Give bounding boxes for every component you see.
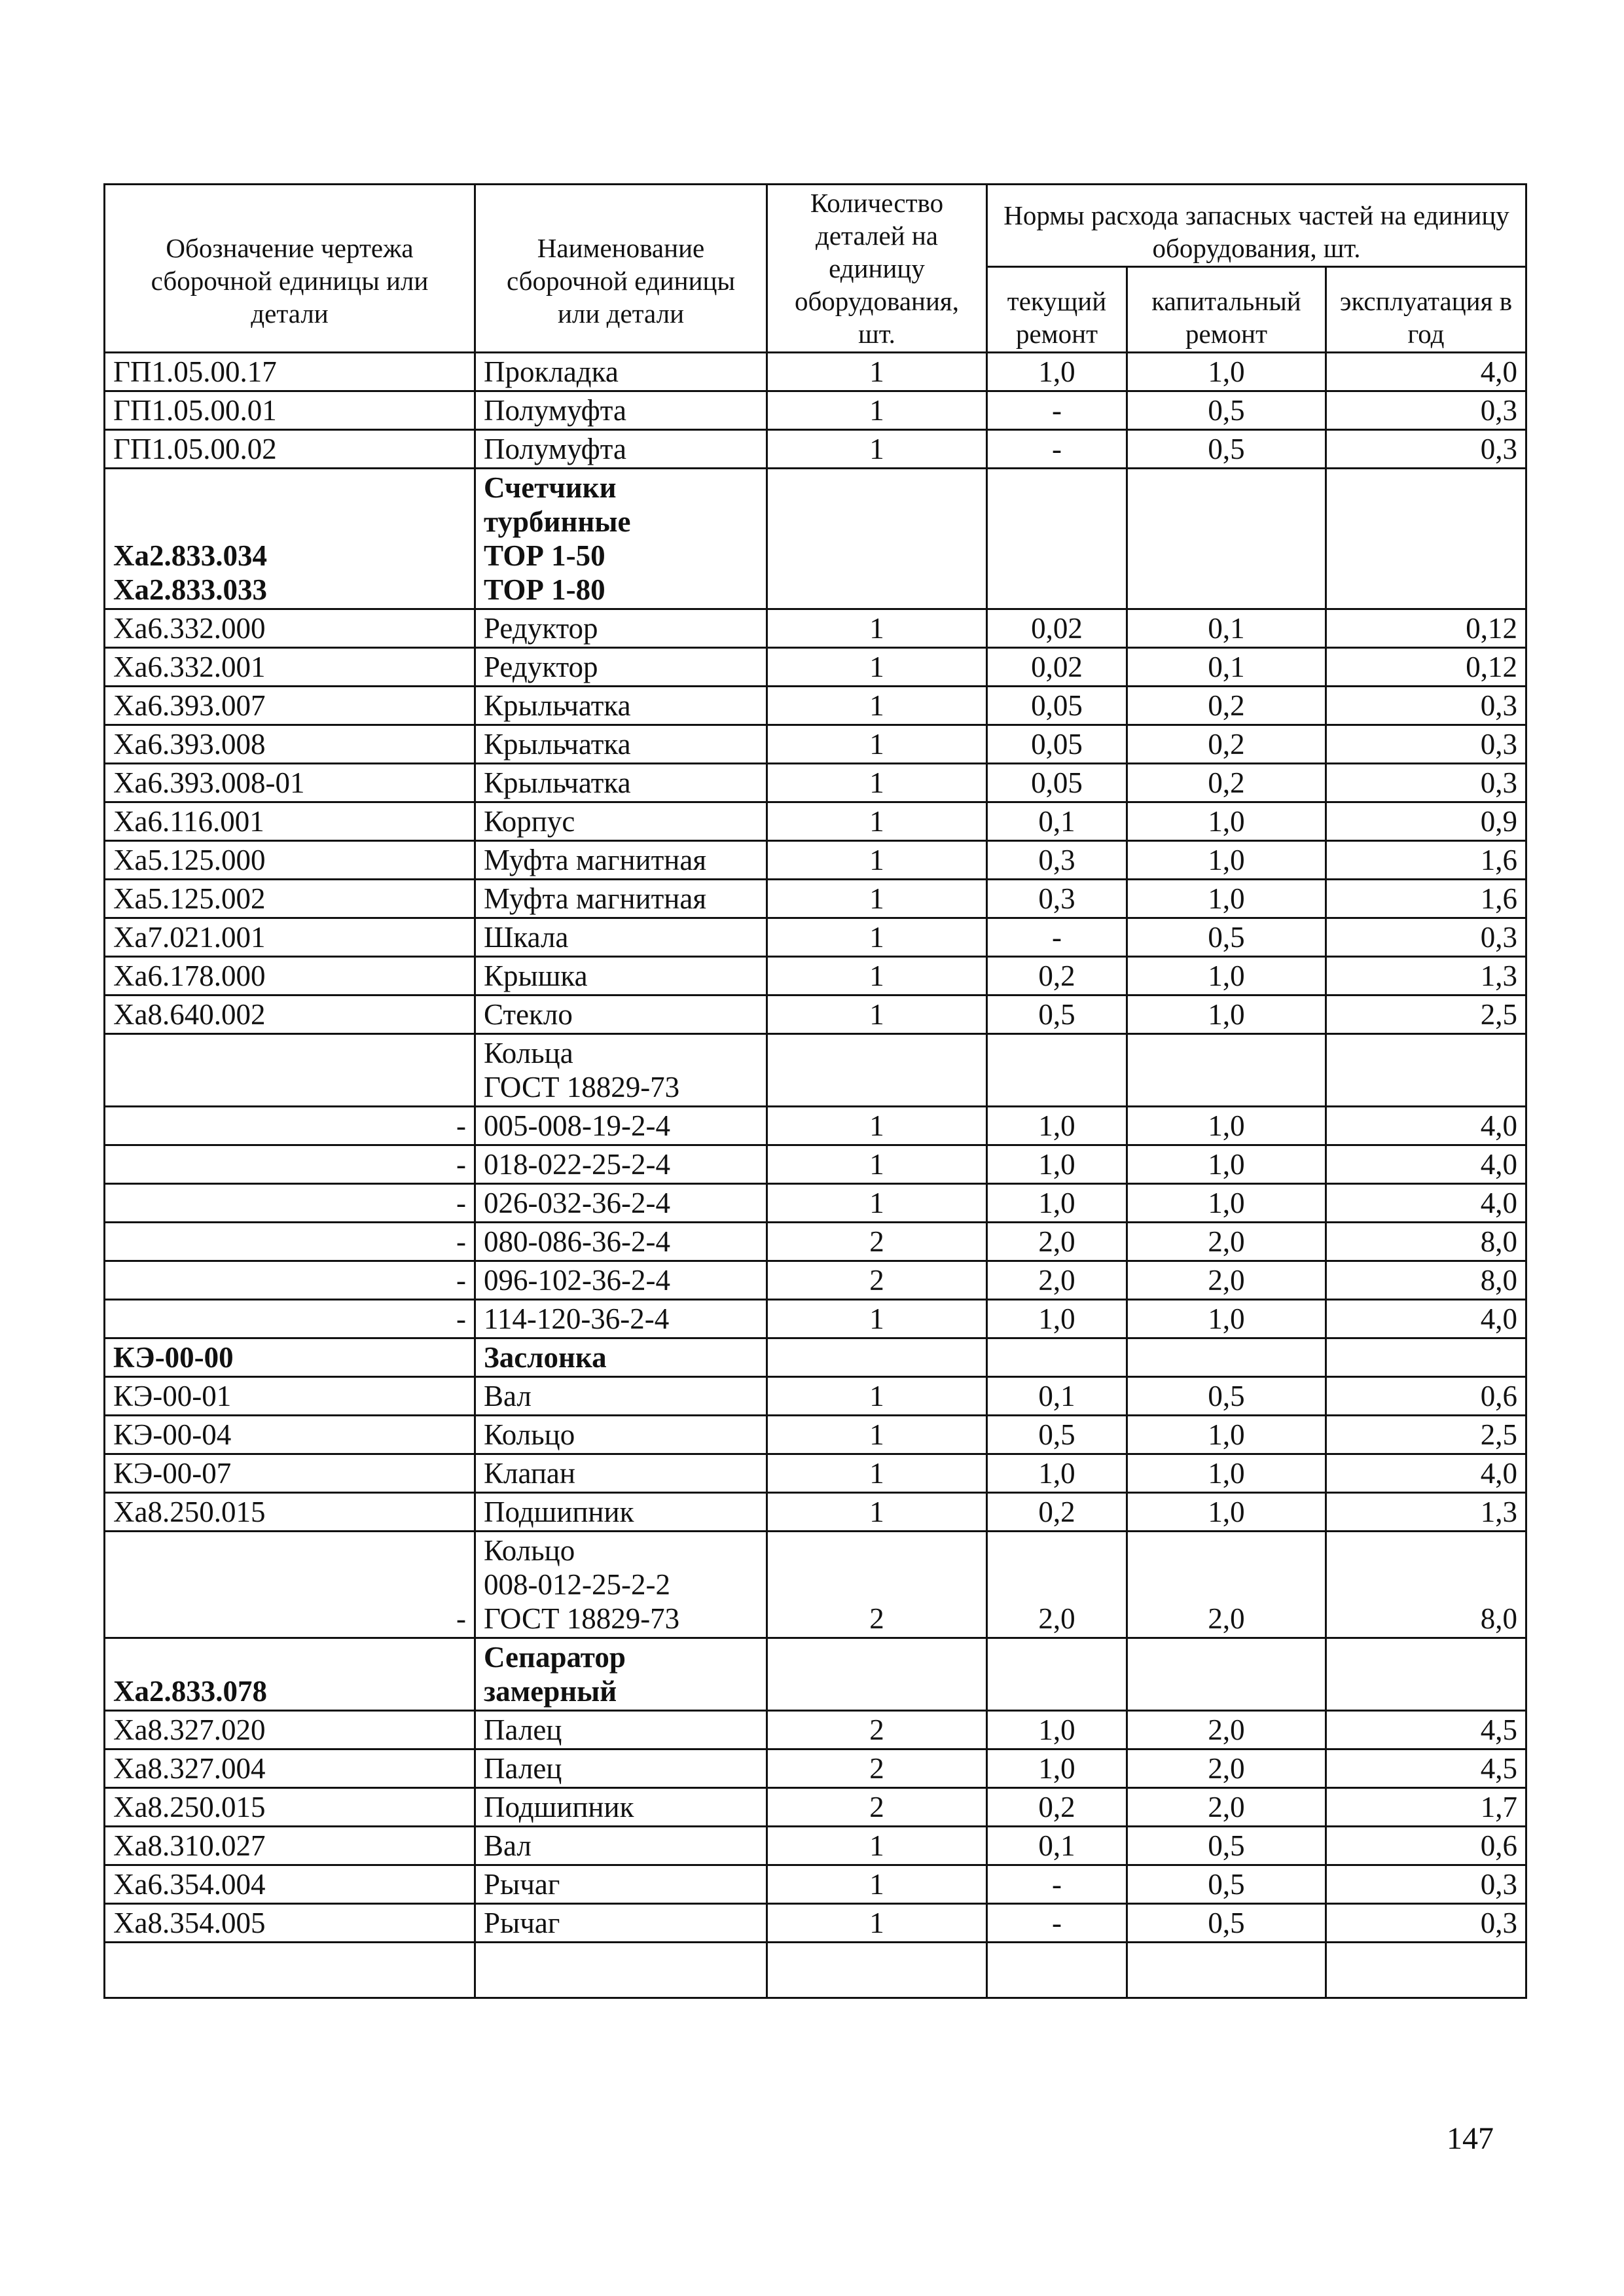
quantity-cell: 1 [767, 996, 987, 1034]
table-row [105, 1377, 1526, 1416]
capital-repair-cell: 0,2 [1127, 764, 1326, 802]
quantity-cell: 1 [767, 764, 987, 802]
yearly-operation-cell [1326, 1034, 1526, 1107]
quantity-cell: 2 [767, 1711, 987, 1749]
yearly-operation-cell: 8,0 [1326, 1261, 1526, 1300]
yearly-operation-cell: 4,0 [1326, 1107, 1526, 1145]
quantity-cell: 1 [767, 648, 987, 687]
quantity-cell: 1 [767, 1493, 987, 1532]
header-quantity: Количество деталей на единицу оборудования, шт. [767, 185, 987, 353]
part-name-cell: Стекло [475, 996, 767, 1034]
current-repair-cell: 1,0 [987, 1749, 1127, 1788]
capital-repair-cell: 1,0 [1127, 1184, 1326, 1223]
table-row [105, 609, 1526, 648]
empty-cell [475, 1943, 767, 1998]
current-repair-cell: 1,0 [987, 1454, 1127, 1493]
drawing-designation-cell: Ха8.250.015 [105, 1788, 475, 1827]
table-body [105, 353, 1526, 1998]
drawing-designation-cell: Ха6.332.000 [105, 609, 475, 648]
current-repair-cell: 0,1 [987, 1377, 1127, 1416]
part-name-cell: Полумуфта [475, 430, 767, 469]
yearly-operation-cell: 0,3 [1326, 764, 1526, 802]
drawing-designation-cell: - [105, 1261, 475, 1300]
yearly-operation-cell: 0,3 [1326, 391, 1526, 430]
table-row [105, 1300, 1526, 1338]
header-operation-year: эксплуатация в год [1326, 267, 1526, 353]
drawing-designation-cell: - [105, 1223, 475, 1261]
capital-repair-cell: 1,0 [1127, 1493, 1326, 1532]
quantity-cell: 1 [767, 391, 987, 430]
capital-repair-cell: 0,5 [1127, 1865, 1326, 1904]
quantity-cell: 2 [767, 1788, 987, 1827]
empty-cell [1127, 1943, 1326, 1998]
capital-repair-cell: 1,0 [1127, 996, 1326, 1034]
table-row [105, 1827, 1526, 1865]
part-name-cell: 080-086-36-2-4 [475, 1223, 767, 1261]
drawing-designation-cell [105, 1034, 475, 1107]
part-name-cell: Кольцо [475, 1416, 767, 1454]
capital-repair-cell [1127, 1034, 1326, 1107]
current-repair-cell: 0,1 [987, 802, 1127, 841]
quantity-cell: 1 [767, 1145, 987, 1184]
yearly-operation-cell: 4,0 [1326, 1454, 1526, 1493]
current-repair-cell: 0,2 [987, 1788, 1127, 1827]
capital-repair-cell: 2,0 [1127, 1223, 1326, 1261]
drawing-designation-cell: КЭ-00-00 [105, 1338, 475, 1377]
table-row [105, 648, 1526, 687]
capital-repair-cell: 0,1 [1127, 648, 1326, 687]
part-name-cell: Подшипник [475, 1788, 767, 1827]
empty-cell [767, 1943, 987, 1998]
header-name: Наименование сборочной единицы или детали [475, 185, 767, 353]
capital-repair-cell: 2,0 [1127, 1261, 1326, 1300]
part-name-cell: Подшипник [475, 1493, 767, 1532]
current-repair-cell: 1,0 [987, 1107, 1127, 1145]
table-row [105, 1034, 1526, 1107]
drawing-designation-cell: Ха8.640.002 [105, 996, 475, 1034]
current-repair-cell: 0,02 [987, 648, 1127, 687]
drawing-designation-cell: КЭ-00-07 [105, 1454, 475, 1493]
table-row [105, 1454, 1526, 1493]
quantity-cell: 2 [767, 1223, 987, 1261]
current-repair-cell: - [987, 1865, 1127, 1904]
capital-repair-cell: 0,5 [1127, 918, 1326, 957]
current-repair-cell: - [987, 1904, 1127, 1943]
yearly-operation-cell: 0,12 [1326, 609, 1526, 648]
capital-repair-cell: 1,0 [1127, 1107, 1326, 1145]
capital-repair-cell: 0,2 [1127, 687, 1326, 725]
drawing-designation-cell: Ха8.354.005 [105, 1904, 475, 1943]
capital-repair-cell: 0,1 [1127, 609, 1326, 648]
quantity-cell [767, 469, 987, 609]
quantity-cell: 1 [767, 802, 987, 841]
header-designation: Обозначение чертежа сборочной единицы или детали [105, 185, 475, 353]
table-row [105, 1788, 1526, 1827]
capital-repair-cell: 2,0 [1127, 1532, 1326, 1638]
part-name-cell: Счетчики турбинные ТОР 1-50 ТОР 1-80 [475, 469, 767, 609]
current-repair-cell [987, 1338, 1127, 1377]
drawing-designation-cell: Ха8.310.027 [105, 1827, 475, 1865]
drawing-designation-cell: - [105, 1184, 475, 1223]
yearly-operation-cell: 0,3 [1326, 430, 1526, 469]
drawing-designation-cell: Ха6.393.007 [105, 687, 475, 725]
capital-repair-cell: 1,0 [1127, 880, 1326, 918]
current-repair-cell: 1,0 [987, 1145, 1127, 1184]
capital-repair-cell: 1,0 [1127, 1454, 1326, 1493]
part-name-cell: Редуктор [475, 648, 767, 687]
drawing-designation-cell: КЭ-00-04 [105, 1416, 475, 1454]
table-empty-row [105, 1943, 1526, 1998]
table-row [105, 1493, 1526, 1532]
yearly-operation-cell: 0,12 [1326, 648, 1526, 687]
table-row [105, 841, 1526, 880]
current-repair-cell: 1,0 [987, 1184, 1127, 1223]
part-name-cell: Крышка [475, 957, 767, 996]
current-repair-cell: 2,0 [987, 1223, 1127, 1261]
capital-repair-cell: 0,5 [1127, 1827, 1326, 1865]
quantity-cell: 1 [767, 725, 987, 764]
part-name-cell: Кольца ГОСТ 18829-73 [475, 1034, 767, 1107]
table-row [105, 1184, 1526, 1223]
part-name-cell: 096-102-36-2-4 [475, 1261, 767, 1300]
part-name-cell: Клапан [475, 1454, 767, 1493]
table-row [105, 957, 1526, 996]
part-name-cell: Рычаг [475, 1865, 767, 1904]
yearly-operation-cell: 4,0 [1326, 353, 1526, 391]
part-name-cell: Муфта магнитная [475, 880, 767, 918]
quantity-cell: 1 [767, 1377, 987, 1416]
capital-repair-cell: 0,5 [1127, 430, 1326, 469]
capital-repair-cell: 1,0 [1127, 1145, 1326, 1184]
yearly-operation-cell: 0,3 [1326, 687, 1526, 725]
yearly-operation-cell: 4,5 [1326, 1749, 1526, 1788]
quantity-cell [767, 1638, 987, 1711]
quantity-cell: 1 [767, 353, 987, 391]
table-row [105, 1261, 1526, 1300]
part-name-cell: Шкала [475, 918, 767, 957]
part-name-cell: Крыльчатка [475, 764, 767, 802]
part-name-cell: Вал [475, 1377, 767, 1416]
drawing-designation-cell: Ха2.833.078 [105, 1638, 475, 1711]
current-repair-cell: 0,2 [987, 957, 1127, 996]
table-row [105, 1107, 1526, 1145]
header-current-repair: текущий ремонт [987, 267, 1127, 353]
current-repair-cell: 0,02 [987, 609, 1127, 648]
yearly-operation-cell: 1,6 [1326, 841, 1526, 880]
current-repair-cell: 0,1 [987, 1827, 1127, 1865]
current-repair-cell: - [987, 918, 1127, 957]
current-repair-cell [987, 1638, 1127, 1711]
capital-repair-cell: 0,2 [1127, 725, 1326, 764]
drawing-designation-cell: Ха8.250.015 [105, 1493, 475, 1532]
table-row [105, 1865, 1526, 1904]
capital-repair-cell: 1,0 [1127, 802, 1326, 841]
yearly-operation-cell: 8,0 [1326, 1532, 1526, 1638]
drawing-designation-cell: ГП1.05.00.02 [105, 430, 475, 469]
drawing-designation-cell: ГП1.05.00.01 [105, 391, 475, 430]
empty-cell [1326, 1943, 1526, 1998]
spare-parts-norms-sheet [103, 183, 1525, 1999]
header-norms: Нормы расхода запасных частей на единицу оборудования, шт. [987, 185, 1526, 267]
current-repair-cell: 1,0 [987, 1300, 1127, 1338]
current-repair-cell: - [987, 391, 1127, 430]
capital-repair-cell: 0,5 [1127, 391, 1326, 430]
current-repair-cell: 0,05 [987, 687, 1127, 725]
yearly-operation-cell [1326, 1338, 1526, 1377]
current-repair-cell: 0,2 [987, 1493, 1127, 1532]
quantity-cell: 1 [767, 1904, 987, 1943]
part-name-cell: 005-008-19-2-4 [475, 1107, 767, 1145]
part-name-cell: Рычаг [475, 1904, 767, 1943]
table-row [105, 1711, 1526, 1749]
drawing-designation-cell: ГП1.05.00.17 [105, 353, 475, 391]
table-row [105, 764, 1526, 802]
drawing-designation-cell: Ха6.332.001 [105, 648, 475, 687]
quantity-cell: 1 [767, 1827, 987, 1865]
drawing-designation-cell: Ха5.125.002 [105, 880, 475, 918]
drawing-designation-cell: Ха6.178.000 [105, 957, 475, 996]
table-row [105, 802, 1526, 841]
table-row [105, 1749, 1526, 1788]
yearly-operation-cell: 0,3 [1326, 918, 1526, 957]
drawing-designation-cell: Ха6.393.008-01 [105, 764, 475, 802]
yearly-operation-cell: 2,5 [1326, 1416, 1526, 1454]
part-name-cell: Заслонка [475, 1338, 767, 1377]
current-repair-cell: 0,05 [987, 725, 1127, 764]
part-name-cell: 018-022-25-2-4 [475, 1145, 767, 1184]
table-row [105, 1904, 1526, 1943]
current-repair-cell: 1,0 [987, 1711, 1127, 1749]
yearly-operation-cell: 1,3 [1326, 957, 1526, 996]
header-capital-repair: капитальный ремонт [1127, 267, 1326, 353]
current-repair-cell: 1,0 [987, 353, 1127, 391]
current-repair-cell: 0,5 [987, 1416, 1127, 1454]
drawing-designation-cell: - [105, 1107, 475, 1145]
drawing-designation-cell: Ха6.116.001 [105, 802, 475, 841]
quantity-cell: 1 [767, 609, 987, 648]
current-repair-cell: 2,0 [987, 1532, 1127, 1638]
capital-repair-cell [1127, 1638, 1326, 1711]
part-name-cell: Прокладка [475, 353, 767, 391]
table-header-row [105, 185, 1526, 267]
yearly-operation-cell: 2,5 [1326, 996, 1526, 1034]
part-name-cell: Муфта магнитная [475, 841, 767, 880]
quantity-cell: 1 [767, 1454, 987, 1493]
drawing-designation-cell: Ха6.393.008 [105, 725, 475, 764]
page-number: 147 [1447, 2121, 1494, 2156]
table-row [105, 1338, 1526, 1377]
quantity-cell: 1 [767, 1416, 987, 1454]
current-repair-cell: 0,3 [987, 841, 1127, 880]
capital-repair-cell [1127, 1338, 1326, 1377]
table-row [105, 430, 1526, 469]
yearly-operation-cell: 1,3 [1326, 1493, 1526, 1532]
drawing-designation-cell: КЭ-00-01 [105, 1377, 475, 1416]
capital-repair-cell: 1,0 [1127, 1300, 1326, 1338]
part-name-cell: Вал [475, 1827, 767, 1865]
quantity-cell: 1 [767, 880, 987, 918]
capital-repair-cell: 1,0 [1127, 957, 1326, 996]
quantity-cell: 1 [767, 430, 987, 469]
part-name-cell: Палец [475, 1749, 767, 1788]
current-repair-cell [987, 1034, 1127, 1107]
capital-repair-cell [1127, 469, 1326, 609]
table-row [105, 391, 1526, 430]
drawing-designation-cell: Ха8.327.020 [105, 1711, 475, 1749]
capital-repair-cell: 0,5 [1127, 1904, 1326, 1943]
yearly-operation-cell: 4,5 [1326, 1711, 1526, 1749]
part-name-cell: Сепаратор замерный [475, 1638, 767, 1711]
table-row [105, 353, 1526, 391]
yearly-operation-cell: 4,0 [1326, 1145, 1526, 1184]
yearly-operation-cell: 1,7 [1326, 1788, 1526, 1827]
empty-cell [105, 1943, 475, 1998]
part-name-cell: 114-120-36-2-4 [475, 1300, 767, 1338]
table-row [105, 996, 1526, 1034]
table-row [105, 918, 1526, 957]
table-row [105, 725, 1526, 764]
table-row [105, 880, 1526, 918]
capital-repair-cell: 0,5 [1127, 1377, 1326, 1416]
capital-repair-cell: 2,0 [1127, 1788, 1326, 1827]
drawing-designation-cell: Ха5.125.000 [105, 841, 475, 880]
drawing-designation-cell: Ха8.327.004 [105, 1749, 475, 1788]
table-row [105, 1532, 1526, 1638]
yearly-operation-cell [1326, 469, 1526, 609]
quantity-cell: 2 [767, 1532, 987, 1638]
yearly-operation-cell: 4,0 [1326, 1184, 1526, 1223]
quantity-cell: 1 [767, 918, 987, 957]
part-name-cell: Палец [475, 1711, 767, 1749]
part-name-cell: 026-032-36-2-4 [475, 1184, 767, 1223]
quantity-cell: 2 [767, 1749, 987, 1788]
table-row [105, 1223, 1526, 1261]
yearly-operation-cell: 0,3 [1326, 1865, 1526, 1904]
table-row [105, 687, 1526, 725]
drawing-designation-cell: Ха2.833.034 Ха2.833.033 [105, 469, 475, 609]
quantity-cell: 1 [767, 1107, 987, 1145]
drawing-designation-cell: Ха7.021.001 [105, 918, 475, 957]
quantity-cell: 1 [767, 687, 987, 725]
yearly-operation-cell: 0,6 [1326, 1377, 1526, 1416]
table-row [105, 469, 1526, 609]
quantity-cell [767, 1338, 987, 1377]
quantity-cell: 1 [767, 841, 987, 880]
yearly-operation-cell: 0,6 [1326, 1827, 1526, 1865]
quantity-cell: 1 [767, 1184, 987, 1223]
current-repair-cell: 0,5 [987, 996, 1127, 1034]
quantity-cell: 2 [767, 1261, 987, 1300]
yearly-operation-cell: 1,6 [1326, 880, 1526, 918]
part-name-cell: Крыльчатка [475, 687, 767, 725]
part-name-cell: Кольцо 008-012-25-2-2 ГОСТ 18829-73 [475, 1532, 767, 1638]
quantity-cell: 1 [767, 957, 987, 996]
drawing-designation-cell: - [105, 1532, 475, 1638]
current-repair-cell: - [987, 430, 1127, 469]
capital-repair-cell: 1,0 [1127, 841, 1326, 880]
yearly-operation-cell: 8,0 [1326, 1223, 1526, 1261]
yearly-operation-cell: 0,3 [1326, 725, 1526, 764]
spare-parts-table [103, 183, 1527, 1999]
yearly-operation-cell: 4,0 [1326, 1300, 1526, 1338]
yearly-operation-cell [1326, 1638, 1526, 1711]
capital-repair-cell: 2,0 [1127, 1749, 1326, 1788]
quantity-cell: 1 [767, 1300, 987, 1338]
table-row [105, 1416, 1526, 1454]
table-row [105, 1145, 1526, 1184]
quantity-cell [767, 1034, 987, 1107]
part-name-cell: Полумуфта [475, 391, 767, 430]
part-name-cell: Корпус [475, 802, 767, 841]
part-name-cell: Крыльчатка [475, 725, 767, 764]
quantity-cell: 1 [767, 1865, 987, 1904]
drawing-designation-cell: - [105, 1145, 475, 1184]
drawing-designation-cell: Ха6.354.004 [105, 1865, 475, 1904]
capital-repair-cell: 1,0 [1127, 1416, 1326, 1454]
current-repair-cell: 0,05 [987, 764, 1127, 802]
yearly-operation-cell: 0,3 [1326, 1904, 1526, 1943]
current-repair-cell [987, 469, 1127, 609]
current-repair-cell: 0,3 [987, 880, 1127, 918]
empty-cell [987, 1943, 1127, 1998]
part-name-cell: Редуктор [475, 609, 767, 648]
current-repair-cell: 2,0 [987, 1261, 1127, 1300]
capital-repair-cell: 1,0 [1127, 353, 1326, 391]
capital-repair-cell: 2,0 [1127, 1711, 1326, 1749]
table-row [105, 1638, 1526, 1711]
drawing-designation-cell: - [105, 1300, 475, 1338]
yearly-operation-cell: 0,9 [1326, 802, 1526, 841]
